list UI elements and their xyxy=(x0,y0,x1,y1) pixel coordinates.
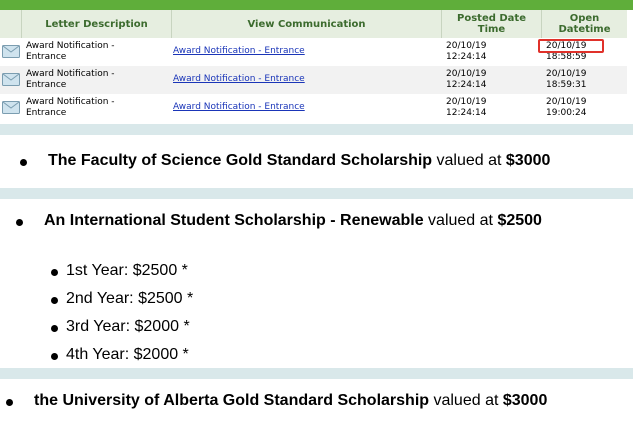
envelope-icon[interactable] xyxy=(2,45,20,58)
year-amount-item: 2nd Year: $2500 * xyxy=(66,290,194,307)
open-datetime-highlight-box xyxy=(538,39,604,53)
header-posted-date-time[interactable]: Posted Date Time xyxy=(442,10,542,38)
posted-datetime-cell: 20/10/19 12:24:14 xyxy=(446,69,487,90)
scholarship-item: The Faculty of Science Gold Standard Scholarship valued at $3000 xyxy=(48,152,551,169)
top-green-bar xyxy=(0,0,633,10)
bullet-icon xyxy=(51,297,58,304)
communication-link[interactable]: Award Notification - Entrance xyxy=(173,46,305,56)
letter-description-cell: Award Notification - Entrance xyxy=(26,41,115,62)
open-datetime-cell: 20/10/19 18:58:59 xyxy=(546,41,587,62)
section-divider xyxy=(0,124,633,135)
communications-table xyxy=(0,10,627,123)
letter-description-cell: Award Notification - Entrance xyxy=(26,97,115,118)
bullet-icon xyxy=(20,159,27,166)
scholarship-item: the University of Alberta Gold Standard Scholarship valued at $3000 xyxy=(34,392,548,409)
table-row xyxy=(0,66,627,94)
bullet-icon xyxy=(6,399,13,406)
year-amount-item: 4th Year: $2000 * xyxy=(66,346,189,363)
section-divider xyxy=(0,368,633,379)
open-datetime-cell: 20/10/19 19:00:24 xyxy=(546,97,587,118)
communication-link-cell xyxy=(173,94,438,122)
open-datetime-cell: 20/10/19 18:59:31 xyxy=(546,69,587,90)
table-row xyxy=(0,38,627,66)
table-row xyxy=(0,94,627,122)
envelope-icon[interactable] xyxy=(2,101,20,114)
posted-datetime-cell: 20/10/19 12:24:14 xyxy=(446,41,487,62)
letter-description-cell: Award Notification - Entrance xyxy=(26,69,115,90)
communication-link[interactable]: Award Notification - Entrance xyxy=(173,74,305,84)
year-amount-item: 1st Year: $2500 * xyxy=(66,262,188,279)
scholarship-item: An International Student Scholarship - Renewable valued at $2500 xyxy=(44,212,542,229)
year-amount-item: 3rd Year: $2000 * xyxy=(66,318,190,335)
bullet-icon xyxy=(51,353,58,360)
section-divider xyxy=(0,188,633,199)
bullet-icon xyxy=(51,269,58,276)
header-icon-column xyxy=(0,10,22,38)
communication-link-cell xyxy=(173,38,438,66)
communication-link[interactable]: Award Notification - Entrance xyxy=(173,102,305,112)
envelope-icon[interactable] xyxy=(2,73,20,86)
bullet-icon xyxy=(16,219,23,226)
bullet-icon xyxy=(51,325,58,332)
header-view-communication[interactable]: View Communication xyxy=(172,10,442,38)
header-letter-description[interactable]: Letter Description xyxy=(22,10,172,38)
posted-datetime-cell: 20/10/19 12:24:14 xyxy=(446,97,487,118)
header-open-datetime[interactable]: Open Datetime xyxy=(542,10,627,38)
communication-link-cell xyxy=(173,66,438,94)
